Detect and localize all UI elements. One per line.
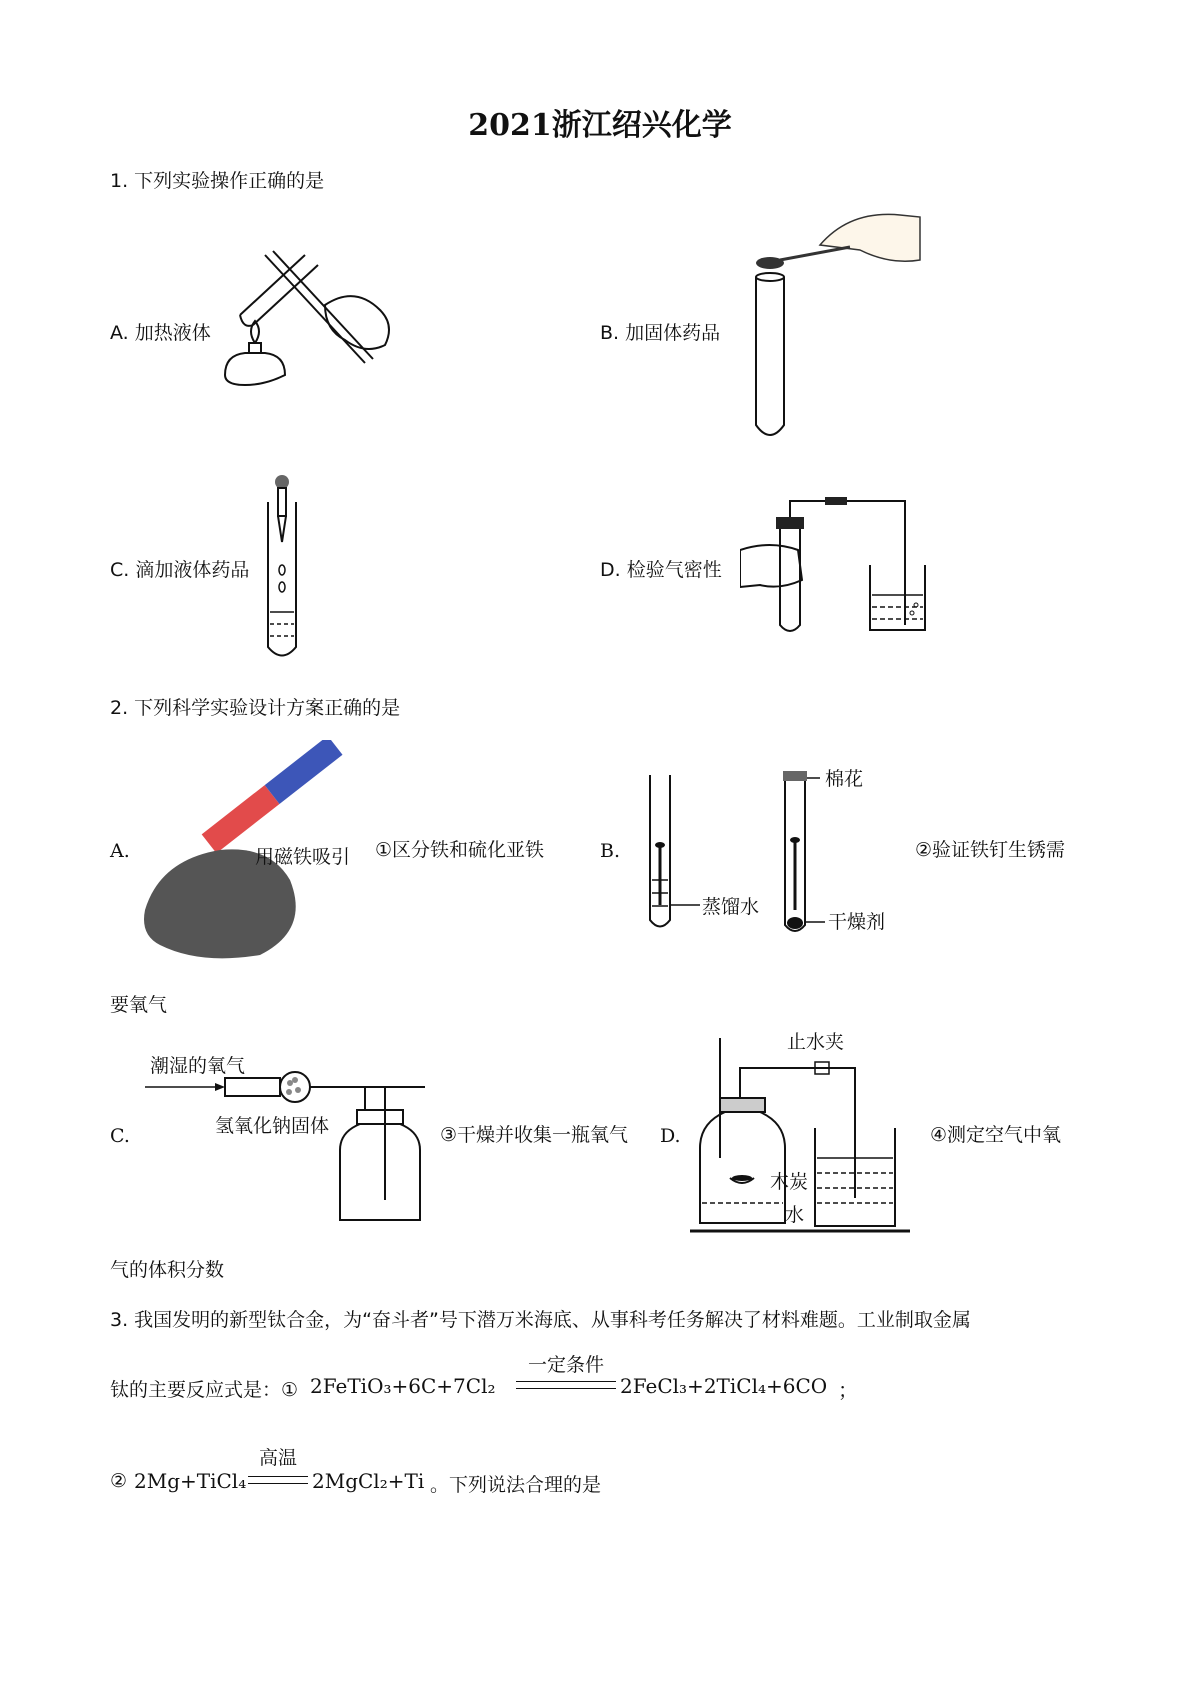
q3-eq2-left: 2Mg+TiCl₄ [134,1469,247,1493]
q1-option-c-figure [262,472,302,662]
q1-option-a-figure [205,245,405,405]
q2-option-b-caption: ②验证铁钉生锈需 [915,839,1066,861]
q2-option-d-figure [690,1028,930,1238]
q2-b-label-desiccant: 干燥剂 [828,911,886,933]
q2-option-b-letter: B. [600,840,621,862]
q2-option-a-figure [140,740,380,965]
q3-eq1-left: 2FeTiO₃+6C+7Cl₂ [310,1374,496,1398]
q2-option-a-letter: A. [110,840,130,862]
q3-eq2-end: 。下列说法合理的是 [430,1474,602,1496]
question-2-stem: 2. 下列科学实验设计方案正确的是 [110,697,401,719]
q2-option-d-continued: 气的体积分数 [110,1259,225,1281]
q2-option-c-letter: C. [110,1125,130,1147]
q2-option-d-letter: D. [660,1125,681,1147]
q1-option-d-label: D. 检验气密性 [600,559,722,581]
q2-d-label-water: 水 [785,1204,805,1226]
q2-b-label-cotton: 棉花 [825,768,864,790]
q2-option-c-figure [145,1050,435,1230]
q1-option-c-label: C. 滴加液体药品 [110,559,250,581]
q1-option-a-label: A. 加热液体 [110,322,211,344]
q2-b-label-water: 蒸馏水 [702,896,760,918]
q3-line2-prefix: 钛的主要反应式是：① [110,1379,299,1401]
q2-option-d-caption: ④测定空气中氧 [930,1124,1062,1146]
q3-eq2-prefix: ② [110,1470,128,1492]
q2-option-b-figure [640,765,900,945]
q2-c-label-wet-oxygen: 潮湿的氧气 [150,1055,246,1077]
page-title: 2021浙江绍兴化学 [468,108,732,143]
q3-eq1-double-bar [516,1381,616,1389]
q2-option-a-continued: 要氧气 [110,994,168,1016]
q3-eq1-right: 2FeCl₃+2TiCl₄+6CO [620,1374,828,1398]
q1-option-b-label: B. 加固体药品 [600,322,721,344]
question-3-stem: 3. 我国发明的新型钛合金，为“奋斗者”号下潜万米海底、从事科考任务解决了材料难题。工业制取金属 [110,1309,971,1331]
question-1-stem: 1. 下列实验操作正确的是 [110,170,325,192]
q2-d-label-charcoal: 木炭 [770,1171,809,1193]
q3-eq1-condition: 一定条件 [527,1354,604,1376]
q1-option-b-figure [740,205,930,445]
q3-eq2-condition: 高温 [258,1447,297,1469]
q1-option-d-figure [740,495,930,640]
q2-a-fig-label: 用磁铁吸引 [255,846,351,868]
q3-eq2-right: 2MgCl₂+Ti [312,1469,425,1493]
q3-eq1-end: ； [838,1378,858,1402]
q3-eq2-double-bar [248,1476,308,1484]
q2-option-c-caption: ③干燥并收集一瓶氧气 [440,1124,629,1146]
q2-d-label-clamp: 止水夹 [787,1031,845,1053]
q2-option-a-caption: ①区分铁和硫化亚铁 [375,839,545,861]
q2-c-label-naoh: 氢氧化钠固体 [215,1115,330,1137]
